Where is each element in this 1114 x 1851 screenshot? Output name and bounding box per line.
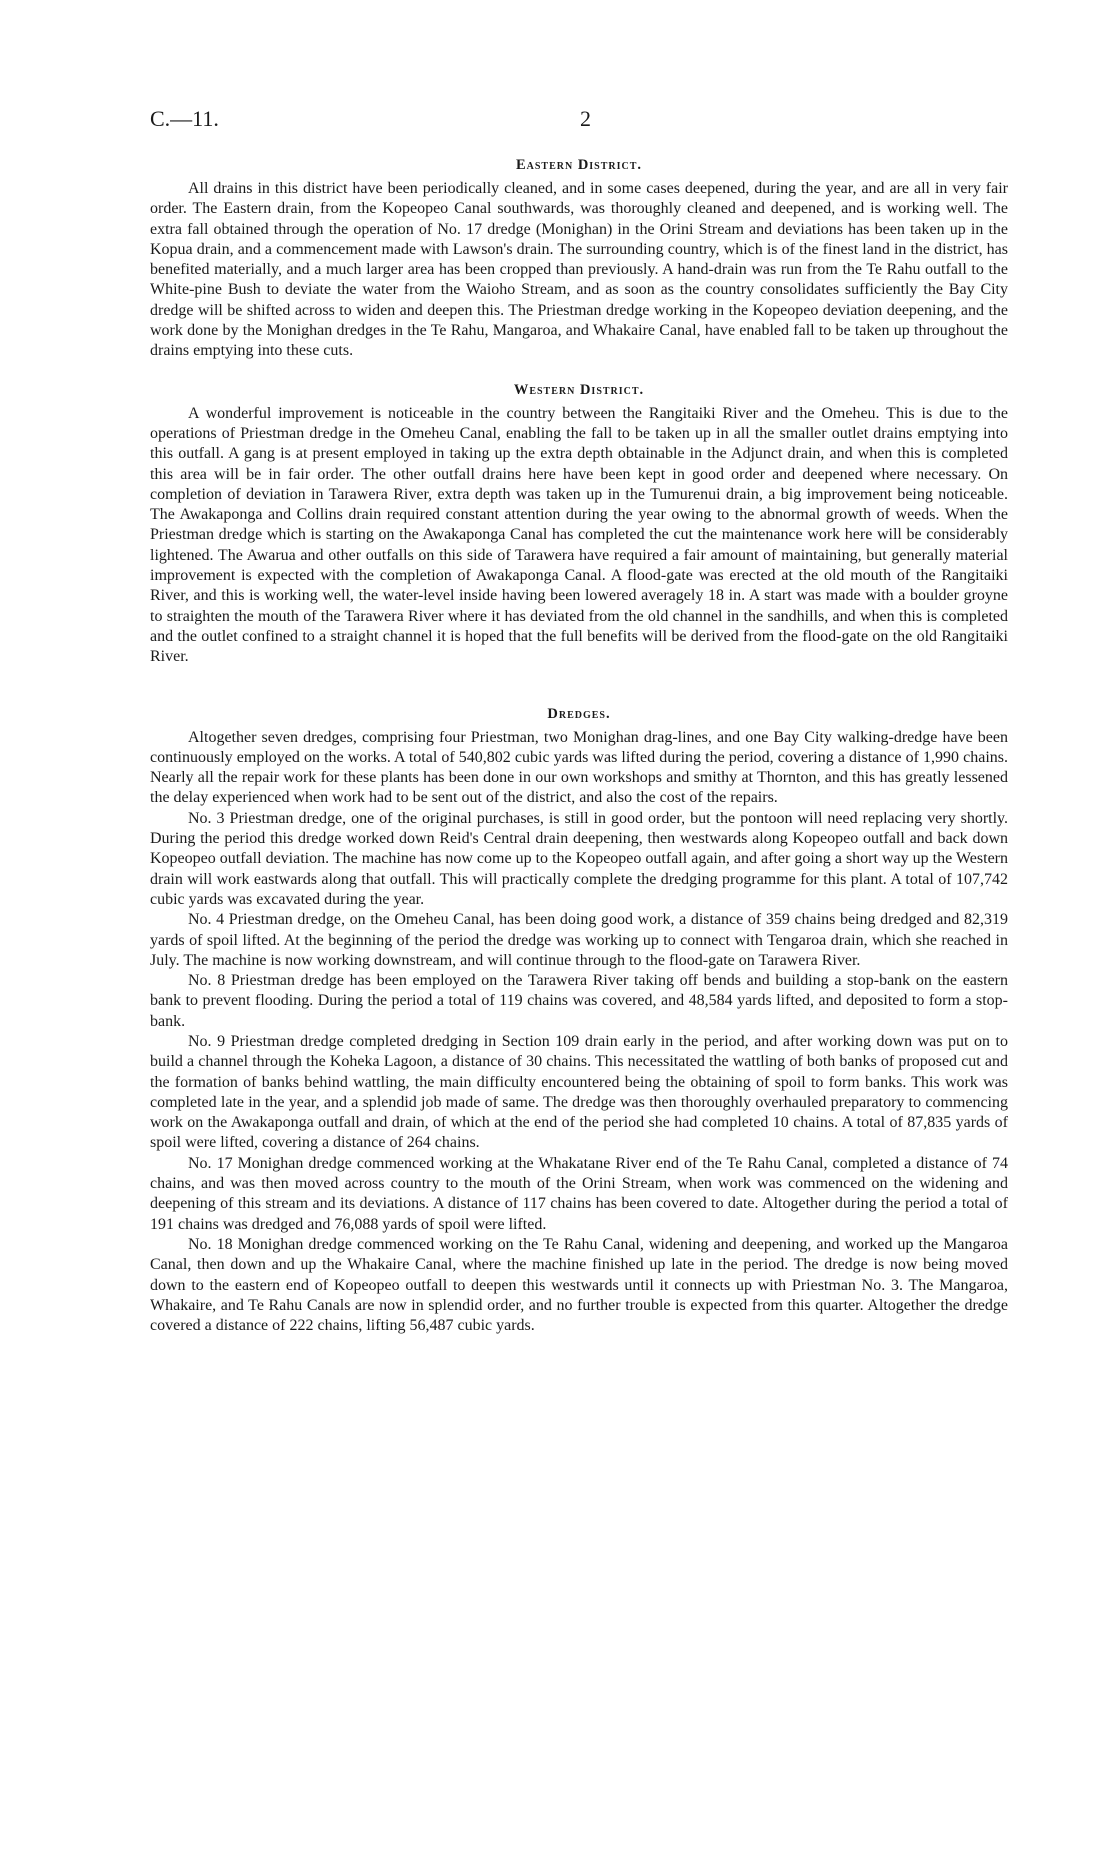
paragraph: No. 3 Priestman dredge, one of the original purchases, is still in good order, but the pontoon will need replacing very shortly. During the period this dredge worked down Reid's Central drain deepening, then westwards along Kopeopeo outfall and back down Kopeopeo outfall deviation. The machine has now come up to the Kopeopeo outfall again, and after going a short way up the Western drain will work eastwards along that outfall. This will practically complete the dredging programme for this plant. A total of 107,742 cubic yards was excavated during the year. [150, 809, 1008, 908]
section-western-district [150, 380, 1008, 668]
section-eastern-district [150, 155, 1008, 362]
section-heading: Western District. [513, 381, 645, 398]
paragraph: No. 18 Monighan dredge commenced working on the Te Rahu Canal, widening and deepening, and worked up the Mangaroa Canal, then down and up the Whakaire Canal, where the machine finished up late in the period. The dredge is now being moved down to the eastern end of Kopeopeo outfall to deepen this westwards until it connects up with Priestman No. 3. The Mangaroa, Whakaire, and Te Rahu Canals are now in splendid order, and no further trouble is expected from this quarter. Altogether the dredge covered a distance of 222 chains, lifting 56,487 cubic yards. [150, 1235, 1008, 1335]
page-content [150, 155, 1008, 1336]
paragraph: No. 4 Priestman dredge, on the Omeheu Canal, has been doing good work, a distance of 359 chains being dredged and 82,319 yards of spoil lifted. At the beginning of the period the dredge was working up to connect with Tengaroa drain, which she reached in July. The machine is now working downstream, and will continue through to the flood-gate on Tarawera River. [150, 911, 1008, 969]
document-reference: C.—11. [150, 106, 219, 131]
paragraph: Altogether seven dredges, comprising four Priestman, two Monighan drag-lines, and one Bay City walking-dredge have been continuously employed on the works. A total of 540,802 cubic yards was lifted during the period, covering a distance of 1,990 chains. Nearly all the repair work for these plants has been done in our own workshops and smithy at Thornton, and this has greatly lessened the delay experienced when work had to be sent out of the district, and also the cost of the repairs. [150, 728, 1008, 807]
section-spacer [150, 668, 1008, 704]
section-dredges [150, 704, 1008, 1337]
paragraph: A wonderful improvement is noticeable in the country between the Rangitaiki River and the Omeheu. This is due to the operations of Priestman dredge in the Omeheu Canal, enabling the fall to be taken up in all the smaller outlet drains emptying into this outfall. A gang is at present employed in taking up the extra depth obtainable in the Adjunct drain, and when this is completed this area will be in fair order. The other outfall drains here have been kept in good order and deepened where necessary. On completion of deviation in Tarawera River, extra depth was taken up in the Tumurenui drain, a big improvement being noticeable. The Awakaponga and Collins drain required constant attention during the year owing to the abnormal growth of weeds. When the Priestman dredge which is starting on the Awakaponga Canal has completed the cut the maintenance work here will be considerably lightened. The Awarua and other outfalls on this side of Tarawera have required a fair amount of maintaining, but generally material improvement is expected with the completion of Awakaponga Canal. A flood-gate was erected at the old mouth of the Rangitaiki River, and this is working well, the water-level inside having been lowered averagely 18 in. A start was made with a boulder groyne to straighten the mouth of the Tarawera River where it has deviated from the old channel in the sandhills, and when this is completed and the outlet confined to a straight channel it is hoped that the full benefits will be derived from the flood-gate on the old Rangitaiki River. [150, 404, 1008, 666]
paragraph: No. 8 Priestman dredge has been employed on the Tarawera River taking off bends and building a stop-bank on the eastern bank to prevent flooding. During the period a total of 119 chains was covered, and 48,584 yards lifted, and deposited to form a stop-bank. [150, 972, 1008, 1030]
section-spacer [150, 362, 1008, 380]
paragraph: No. 17 Monighan dredge commenced working at the Whakatane River end of the Te Rahu Canal, completed a distance of 74 chains, and was then moved across country to the mouth of the Orini Stream, when work was commenced on the widening and deepening of this stream and its deviations. A distance of 117 chains has been covered to date. Altogether during the period a total of 191 chains was dredged and 76,088 yards of spoil were lifted. [150, 1154, 1008, 1233]
section-heading: Dredges. [547, 705, 611, 722]
page-header [150, 106, 920, 138]
paragraph: All drains in this district have been periodically cleaned, and in some cases deepened, during the year, and are all in very fair order. The Eastern drain, from the Kopeopeo Canal southwards, was thoroughly cleaned and deepened, and is working well. The extra fall obtained through the operation of No. 17 dredge (Monighan) in the Orini Stream and deviations has been taken up in the Kopua drain, and a commencement made with Lawson's drain. The surrounding country, which is of the finest land in the district, has benefited materially, and a much larger area has been cropped than previously. A hand-drain was run from the Te Rahu outfall to the White-pine Bush to deviate the water from the Waioho Stream, and as soon as the country consolidates sufficiently the Bay City dredge will be shifted across to widen and deepen this. The Priestman dredge working in the Kopeopeo deviation deepening, and the work done by the Monighan dredges in the Te Rahu, Mangaroa, and Whakaire Canal, have enabled fall to be taken up throughout the drains emptying into these cuts. [150, 180, 1008, 360]
section-heading: Eastern District. [515, 157, 643, 173]
page-number: 2 [580, 106, 591, 131]
paragraph: No. 9 Priestman dredge completed dredging in Section 109 drain early in the period, and after working down was put on to build a channel through the Koheka Lagoon, a distance of 30 chains. This necessitated the wattling of both banks of proposed cut and the formation of banks behind wattling, the main difficulty encountered being the obtaining of spoil to form banks. This work was completed late in the year, and a splendid job made of same. The dredge was then thoroughly overhauled preparatory to commencing work on the Awakaponga outfall and drain, of which at the end of the period she had completed 10 chains. A total of 87,835 yards of spoil were lifted, covering a distance of 264 chains. [150, 1032, 1008, 1152]
